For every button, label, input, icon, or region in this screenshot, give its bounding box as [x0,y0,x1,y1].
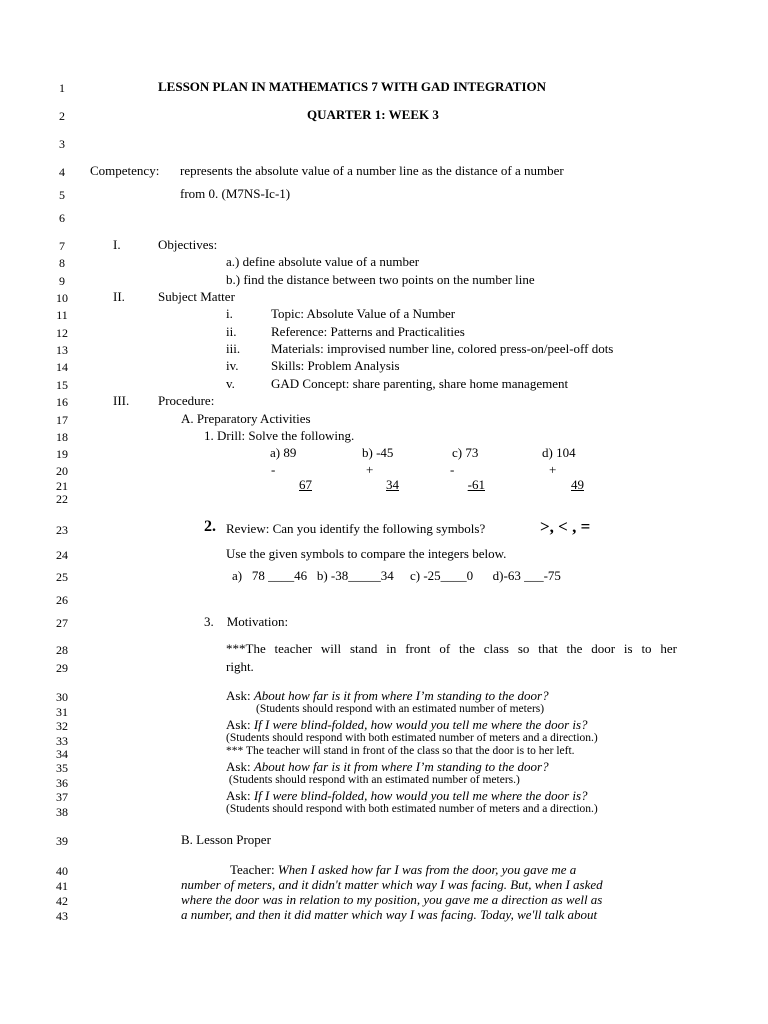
line-number: 27 [56,616,68,630]
drill-b-bottom: 34 [386,477,399,492]
line-number: 25 [56,570,68,584]
line-number: 24 [56,548,68,562]
line-number: 18 [56,430,68,444]
lesson-proper-heading: B. Lesson Proper [181,832,271,847]
line-number: 35 [56,761,68,775]
document-subtitle: QUARTER 1: WEEK 3 [307,107,439,122]
drill-b-top: b) -45 [362,445,394,460]
line-number: 23 [56,523,68,537]
line-number: 34 [56,747,68,761]
line-number: 1 [59,81,65,95]
drill-a-bottom: 67 [299,477,312,492]
subject-item-numeral: ii. [226,324,237,339]
subject-item-numeral: iii. [226,341,241,356]
motivation-heading: 3. Motivation: [204,614,289,629]
line-number: 5 [59,188,65,202]
lesson-line-3: where the door was in relation to my position, you gave me a direction as well as [181,892,603,907]
line-number: 13 [56,343,68,357]
review-number: 2. [204,518,216,535]
line-number: 26 [56,593,68,607]
drill-c-operator: - [450,462,455,477]
competency-line-1: represents the absolute value of a number line as the distance of a number [180,163,564,178]
line-number: 15 [56,378,68,392]
drill-a-operator: - [271,462,276,477]
response-2: (Students should respond with both estimated number of meters and a direction.) [226,732,598,744]
line-number: 38 [56,805,68,819]
preparatory-activities-heading: A. Preparatory Activities [181,411,311,426]
line-number: 3 [59,137,65,151]
line-number: 4 [59,165,65,179]
response-4: (Students should respond with both estimated number of meters and a direction.) [226,803,598,815]
line-number: 29 [56,661,68,675]
compare-items: a) 78 ____46 b) -38_____34 c) -25____0 d)-63 ___-75 [232,568,561,583]
ask-3: Ask: About how far is it from where I’m standing to the door? [226,759,549,774]
subject-item-topic: Topic: Absolute Value of a Number [271,306,456,321]
procedure-heading: Procedure: [158,393,215,408]
ask-2: Ask: If I were blind-folded, how would you tell me where the door is? [226,717,588,732]
lesson-line-2: number of meters, and it didn't matter which way I was facing. But, when I asked [181,877,603,892]
line-number: 22 [56,492,68,506]
line-number: 42 [56,894,68,908]
subject-item-numeral: v. [226,376,235,391]
line-number: 43 [56,909,68,923]
drill-b-operator: + [366,462,374,477]
review-question: Review: Can you identify the following symbols? [226,521,486,536]
drill-d-operator: + [549,462,557,477]
subject-item-gad-concept: GAD Concept: share parenting, share home management [271,376,569,391]
drill-c-top: c) 73 [452,445,479,460]
line-number: 6 [59,211,65,225]
response-3: (Students should respond with an estimated number of meters.) [226,774,520,786]
subject-item-skills: Skills: Problem Analysis [271,358,400,373]
objective-b: b.) find the distance between two points on the number line [226,272,535,287]
ask-4: Ask: If I were blind-folded, how would you tell me where the door is? [226,788,588,803]
line-number: 20 [56,464,68,478]
line-number: 19 [56,447,68,461]
procedure-numeral: III. [113,393,130,408]
subject-item-numeral: i. [226,306,233,321]
subject-item-reference: Reference: Patterns and Practicalities [271,324,465,339]
line-number: 33 [56,734,68,748]
line-number: 2 [59,109,65,123]
line-number: 40 [56,864,68,878]
line-number: 32 [56,719,68,733]
compare-instruction: Use the given symbols to compare the integers below. [226,546,507,561]
ask-1: Ask: About how far is it from where I’m standing to the door? [226,688,549,703]
line-number: 11 [56,308,68,322]
line-number: 28 [56,643,68,657]
response-1: (Students should respond with an estimated number of meters) [256,703,545,715]
drill-d-top: d) 104 [542,445,576,460]
subject-matter-heading: Subject Matter [158,289,235,304]
competency-label: Competency: [90,163,160,178]
line-number: 30 [56,690,68,704]
line-number: 37 [56,790,68,804]
line-number: 14 [56,360,68,374]
subject-matter-numeral: II. [113,289,125,304]
line-number: 36 [56,776,68,790]
teacher-stand-left: *** The teacher will stand in front of the class so that the door is to her left. [226,745,575,757]
line-number: 7 [59,239,65,253]
line-number: 8 [59,256,65,270]
objective-a: a.) define absolute value of a number [226,254,420,269]
subject-item-materials: Materials: improvised number line, colored press-on/peel-off dots [271,341,614,356]
line-number: 21 [56,479,68,493]
teacher-stand-right-line-1: ***The teacher will stand in front of the class so that the door is to her [226,641,677,656]
review-symbols: >, < , = [540,517,591,536]
line-number: 12 [56,326,68,340]
line-number: 17 [56,413,68,427]
objectives-heading: Objectives: [158,237,218,252]
drill-c-bottom: -61 [467,477,485,492]
lesson-line-4: a number, and then it did matter which way I was facing. Today, we'll talk about [181,907,598,922]
drill-heading: 1. Drill: Solve the following. [204,428,355,443]
line-number: 16 [56,395,68,409]
line-number: 9 [59,274,65,288]
subject-item-numeral: iv. [226,358,239,373]
document-title: LESSON PLAN IN MATHEMATICS 7 WITH GAD INTEGRATION [158,79,547,94]
line-number: 39 [56,834,68,848]
line-number: 10 [56,291,68,305]
competency-line-2: from 0. (M7NS-Ic-1) [180,186,291,201]
lesson-line-1: Teacher: When I asked how far I was from the door, you gave me a [230,862,577,877]
teacher-stand-right-line-2: right. [226,659,254,674]
drill-a-top: a) 89 [270,445,297,460]
drill-d-bottom: 49 [571,477,584,492]
line-number: 41 [56,879,68,893]
objectives-numeral: I. [113,237,121,252]
line-number: 31 [56,705,68,719]
